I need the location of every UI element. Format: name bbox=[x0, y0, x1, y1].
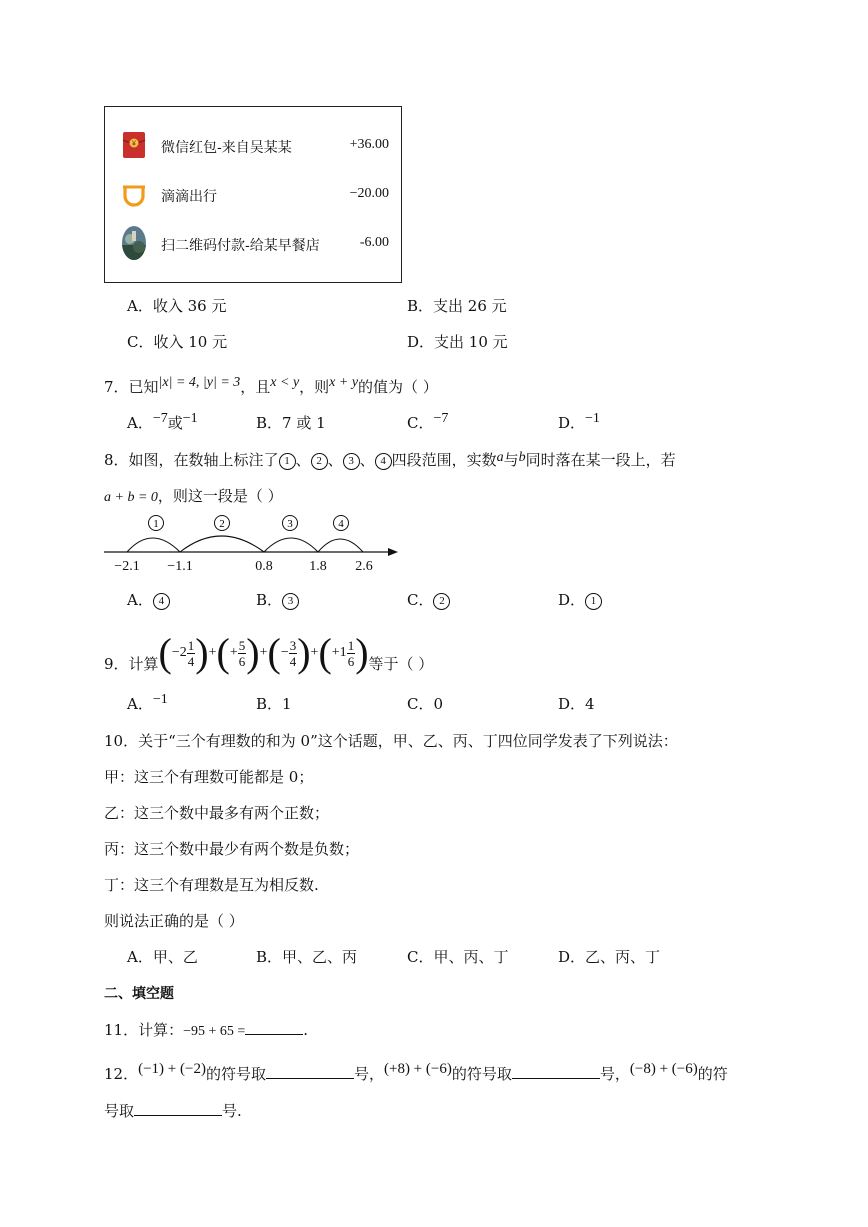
q8-option-d bbox=[558, 589, 602, 610]
payment-label: 滴滴出行 bbox=[161, 189, 217, 205]
answer-blank[interactable] bbox=[512, 1064, 600, 1079]
tick-label: 0.8 bbox=[255, 559, 273, 574]
segment-label: 1 bbox=[153, 518, 159, 530]
q9-option-d: D．4 bbox=[558, 695, 595, 713]
numerator: 1 bbox=[187, 637, 195, 653]
numerator: 3 bbox=[289, 637, 297, 653]
paren: ( bbox=[267, 630, 281, 675]
q8-stem-line1 bbox=[104, 449, 676, 470]
q12-number: 12． bbox=[104, 1065, 139, 1083]
plus-sign: + bbox=[259, 645, 268, 660]
q12-line1 bbox=[104, 1063, 728, 1084]
circled-number: 1 bbox=[585, 593, 602, 610]
term-sign: −2 bbox=[171, 645, 187, 660]
option-letter: D． bbox=[558, 591, 586, 609]
tick-label: 2.6 bbox=[355, 559, 373, 574]
q12-text: 的符号取 bbox=[451, 1065, 512, 1083]
segment-label: 4 bbox=[338, 518, 344, 530]
payment-records-box bbox=[104, 106, 402, 283]
payment-amount: +36.00 bbox=[349, 137, 389, 152]
q9-option-b: B．1 bbox=[256, 695, 292, 713]
option-value: 7 或 1 bbox=[282, 414, 326, 432]
q8-text: 与 bbox=[503, 451, 519, 469]
q8-option-a bbox=[127, 589, 170, 610]
denominator: 4 bbox=[289, 653, 297, 669]
q8-equation: a + b = 0 bbox=[104, 490, 158, 505]
q12-line2 bbox=[104, 1100, 242, 1121]
paren: ( bbox=[318, 630, 332, 675]
q7-expr: x + y bbox=[329, 375, 359, 390]
q10-ask: 则说法正确的是（ ） bbox=[104, 912, 244, 930]
plus-sign: + bbox=[310, 645, 319, 660]
segment-arc-1 bbox=[127, 538, 180, 552]
q11-expression: −95 + 65 = bbox=[183, 1024, 246, 1039]
paren: ) bbox=[355, 630, 369, 675]
q11-prefix: 11．计算： bbox=[104, 1021, 184, 1039]
separator: 、 bbox=[327, 451, 343, 469]
payment-row-didi bbox=[105, 180, 401, 210]
term-sign: +1 bbox=[331, 645, 347, 660]
number-line-figure bbox=[100, 512, 410, 578]
q12-text: 的符号取 bbox=[205, 1065, 266, 1083]
answer-blank[interactable] bbox=[134, 1101, 222, 1116]
var-a: a bbox=[496, 450, 504, 465]
q12-text: 号取 bbox=[104, 1102, 135, 1120]
segment-label: 2 bbox=[219, 518, 225, 530]
circled-number: 1 bbox=[279, 453, 296, 470]
circled-number: 2 bbox=[433, 593, 450, 610]
tick-label: −2.1 bbox=[114, 559, 140, 574]
q12-text: 号. bbox=[222, 1102, 242, 1120]
q10-option-a: A．甲、乙 bbox=[127, 948, 198, 966]
q10-option-b: B．甲、乙、丙 bbox=[256, 948, 358, 966]
q8-stem-line2 bbox=[104, 485, 283, 506]
segment-arc-2 bbox=[180, 536, 264, 552]
payment-row-red-envelope bbox=[105, 131, 401, 161]
separator: 、 bbox=[359, 451, 375, 469]
option-tail: 或 bbox=[167, 414, 183, 432]
q12-expression: (−8) + (−6) bbox=[629, 1061, 698, 1077]
fraction bbox=[289, 638, 298, 669]
paren: ) bbox=[297, 630, 311, 675]
tick-label: −1.1 bbox=[167, 559, 193, 574]
q7-mid: ，且 bbox=[240, 378, 271, 396]
q11-suffix: . bbox=[303, 1021, 309, 1039]
q7-cond2: x < y bbox=[270, 375, 300, 390]
payment-amount: −20.00 bbox=[349, 186, 389, 201]
payment-row-breakfast bbox=[105, 229, 401, 259]
section-heading: 二、填空题 bbox=[104, 986, 174, 1002]
q8-option-b bbox=[256, 589, 299, 610]
payment-amount: -6.00 bbox=[359, 235, 389, 250]
q12-text: 号， bbox=[353, 1065, 384, 1083]
term-sign: − bbox=[280, 645, 289, 660]
option-value: −7 bbox=[152, 411, 168, 426]
option-letter: A． bbox=[127, 591, 153, 609]
circled-number: 4 bbox=[375, 453, 392, 470]
option-letter: A． bbox=[127, 414, 153, 432]
q7-option-a bbox=[127, 412, 198, 433]
answer-blank[interactable] bbox=[266, 1064, 354, 1079]
q12-text: 的符 bbox=[697, 1065, 728, 1083]
q8-option-c bbox=[407, 589, 450, 610]
q10-option-c: C．甲、丙、丁 bbox=[407, 948, 509, 966]
paren: ( bbox=[158, 630, 172, 675]
separator: 、 bbox=[295, 451, 311, 469]
axis-arrow-icon bbox=[388, 548, 398, 556]
payment-label: 扫二维码付款-给某早餐店 bbox=[161, 238, 320, 254]
fraction bbox=[238, 638, 247, 669]
q12-text: 号， bbox=[599, 1065, 630, 1083]
segment-label: 3 bbox=[287, 518, 293, 530]
payment-label: 微信红包-来自吴某某 bbox=[161, 140, 292, 156]
q7-option-b bbox=[256, 412, 326, 433]
q10-option-d: D．乙、丙、丁 bbox=[558, 948, 661, 966]
q10-stem: 10．关于“三个有理数的和为 0”这个话题，甲、乙、丙、丁四位同学发表了下列说法： bbox=[104, 732, 678, 750]
var-b: b bbox=[518, 450, 526, 465]
q6-option-a: A．收入 36 元 bbox=[127, 297, 227, 315]
q9-suffix: 等于（ ） bbox=[368, 654, 434, 673]
option-letter: C． bbox=[407, 414, 434, 432]
q12-expression: (+8) + (−6) bbox=[383, 1061, 452, 1077]
q8-text: 同时落在某一段上，若 bbox=[525, 451, 676, 469]
paren: ( bbox=[216, 630, 230, 675]
option-letter: B． bbox=[256, 591, 283, 609]
q10-statement-ding: 丁：这三个有理数是互为相反数. bbox=[104, 876, 319, 894]
option-letter: D． bbox=[558, 414, 586, 432]
option-letter: B． bbox=[256, 414, 283, 432]
fraction bbox=[347, 638, 356, 669]
q9-stem bbox=[104, 628, 433, 678]
q7-option-c bbox=[407, 412, 448, 433]
q10-statement-yi: 乙：这三个数中最多有两个正数； bbox=[104, 804, 330, 822]
circled-number: 2 bbox=[311, 453, 328, 470]
plus-sign: + bbox=[208, 645, 217, 660]
q8-text: 四段范围，实数 bbox=[391, 451, 497, 469]
q6-option-d: D．支出 10 元 bbox=[407, 333, 508, 351]
tick-label: 1.8 bbox=[309, 559, 327, 574]
option-letter: A． bbox=[127, 695, 153, 713]
svg-text:¥: ¥ bbox=[132, 140, 136, 148]
red-envelope-icon bbox=[121, 131, 147, 159]
q10-statement-bing: 丙：这三个数中最少有两个数是负数； bbox=[104, 840, 360, 858]
q10-statement-jia: 甲：这三个有理数可能都是 0； bbox=[104, 768, 314, 786]
circled-number: 3 bbox=[343, 453, 360, 470]
denominator: 6 bbox=[238, 653, 246, 669]
option-value: −7 bbox=[433, 411, 449, 426]
q6-option-c: C．收入 10 元 bbox=[127, 333, 228, 351]
denominator: 4 bbox=[187, 653, 195, 669]
circled-number: 3 bbox=[282, 593, 299, 610]
q9-option-a bbox=[127, 693, 168, 714]
q11-stem bbox=[104, 1019, 308, 1040]
q9-option-c: C．0 bbox=[407, 695, 444, 713]
q7-prefix: 7．已知 bbox=[104, 378, 159, 396]
denominator: 6 bbox=[347, 653, 355, 669]
term-sign: + bbox=[229, 645, 238, 660]
q7-option-d bbox=[558, 412, 600, 433]
fraction bbox=[187, 638, 196, 669]
paren: ) bbox=[246, 630, 260, 675]
q7-stem bbox=[104, 376, 438, 397]
q7-mid2: ，则 bbox=[299, 378, 330, 396]
option-letter: C． bbox=[407, 591, 434, 609]
q9-prefix: 9．计算 bbox=[104, 654, 159, 673]
didi-icon bbox=[121, 180, 147, 208]
q12-expression: (−1) + (−2) bbox=[138, 1061, 206, 1077]
segment-arc-4 bbox=[318, 539, 363, 552]
option-value: −1 bbox=[182, 411, 198, 426]
merchant-avatar-icon bbox=[121, 225, 147, 261]
q6-option-b: B．支出 26 元 bbox=[407, 297, 507, 315]
numerator: 5 bbox=[238, 637, 246, 653]
q8-text: 8．如图，在数轴上标注了 bbox=[104, 451, 279, 469]
option-value: −1 bbox=[585, 411, 600, 426]
paren: ) bbox=[195, 630, 209, 675]
q7-cond1: |x| = 4, |y| = 3 bbox=[158, 375, 241, 390]
q7-suffix: 的值为（ ） bbox=[358, 378, 438, 396]
q8-text: ，则这一段是（ ） bbox=[157, 487, 283, 505]
circled-number: 4 bbox=[153, 593, 170, 610]
answer-blank[interactable] bbox=[245, 1020, 303, 1035]
segment-arc-3 bbox=[264, 538, 318, 552]
option-value: −1 bbox=[152, 692, 168, 707]
numerator: 1 bbox=[347, 637, 355, 653]
